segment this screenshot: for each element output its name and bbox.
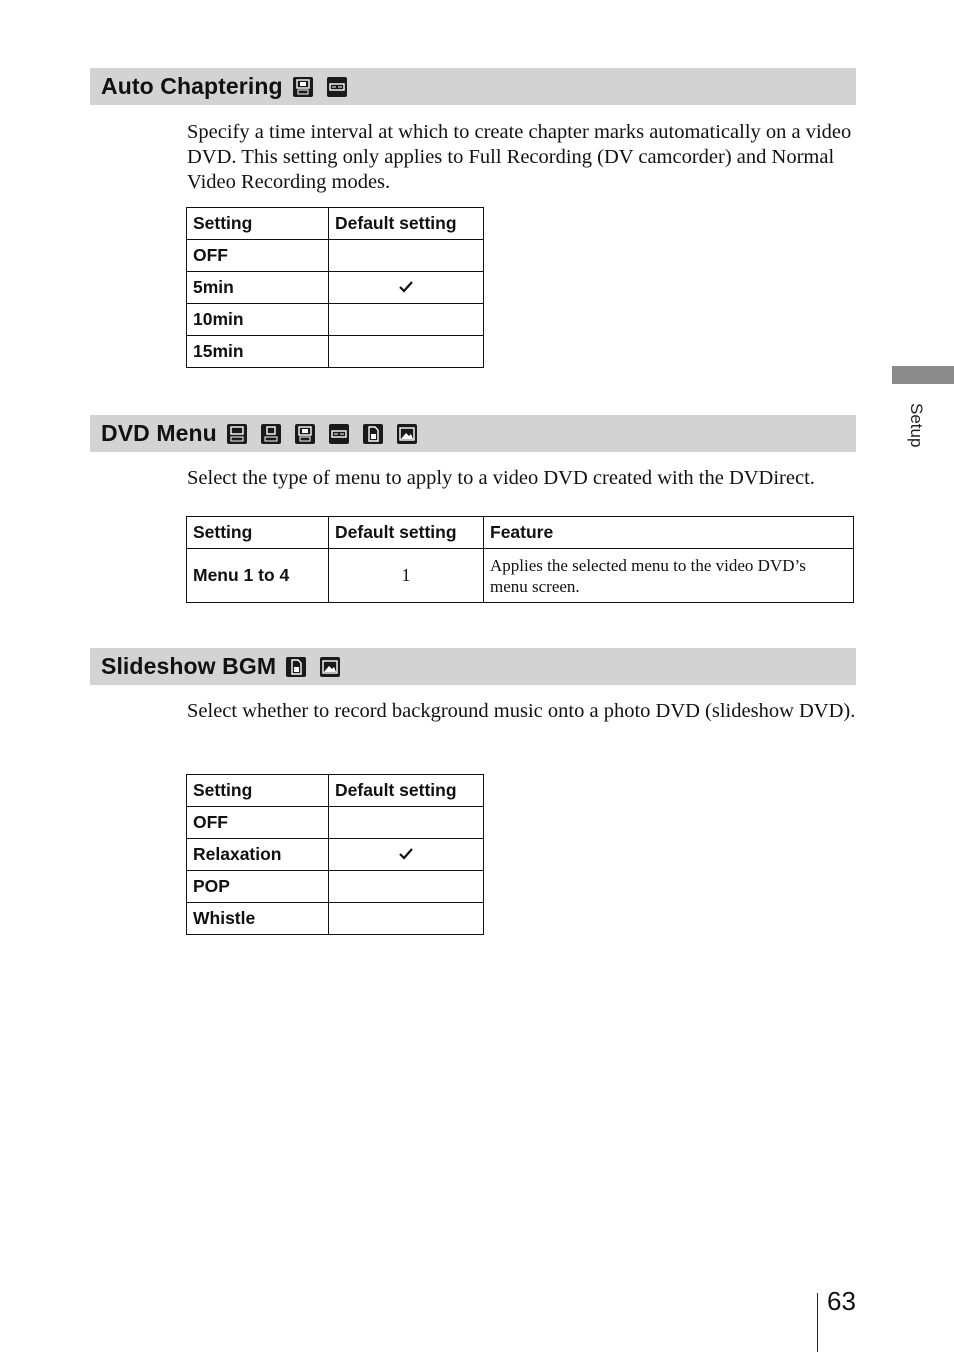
- memory-card-icon: [286, 657, 306, 677]
- photo-icon: [320, 657, 340, 677]
- settings-table-dvd-menu: [186, 516, 854, 603]
- table-header-row: [187, 208, 484, 240]
- table-row: [187, 903, 484, 935]
- feature-cell: Applies the selected menu to the video DVD’s menu screen.: [484, 549, 854, 603]
- default-cell: [329, 871, 484, 903]
- side-tab-marker: [892, 366, 954, 384]
- section-header-auto-chaptering: [90, 68, 856, 105]
- dvd-dv-icon: [295, 424, 315, 444]
- table-row: [187, 304, 484, 336]
- default-cell: [329, 240, 484, 272]
- column-header: Setting: [187, 208, 329, 240]
- setting-cell: 15min: [187, 336, 329, 368]
- setting-cell: 10min: [187, 304, 329, 336]
- table-header-row: [187, 517, 854, 549]
- column-header: Default setting: [329, 208, 484, 240]
- settings-table-auto-chaptering: [186, 207, 484, 368]
- column-header: Setting: [187, 775, 329, 807]
- table-header-row: [187, 775, 484, 807]
- settings-table-slideshow-bgm: [186, 774, 484, 935]
- column-header: Default setting: [329, 517, 484, 549]
- default-cell: [329, 807, 484, 839]
- default-cell: [329, 903, 484, 935]
- memory-card-icon: [363, 424, 383, 444]
- section-title: Slideshow BGM: [101, 653, 277, 679]
- table-row: [187, 272, 484, 304]
- side-tab-label: Setup: [907, 403, 926, 448]
- table-row: [187, 807, 484, 839]
- dvd-usb-icon: [227, 424, 247, 444]
- checkmark-icon: [399, 848, 413, 860]
- dvd-dv-icon: [293, 77, 313, 97]
- table-row: [187, 336, 484, 368]
- default-cell: [329, 839, 484, 871]
- table-row: [187, 839, 484, 871]
- setting-cell: POP: [187, 871, 329, 903]
- usb-icon: [261, 424, 281, 444]
- section-title: Auto Chaptering: [101, 73, 283, 99]
- section-description: Select whether to record background music onto a photo DVD (slideshow DVD).: [187, 700, 856, 722]
- setting-cell: OFF: [187, 807, 329, 839]
- column-header: Setting: [187, 517, 329, 549]
- default-cell: [329, 272, 484, 304]
- setting-cell: Whistle: [187, 903, 329, 935]
- setting-cell: Menu 1 to 4: [187, 549, 329, 603]
- section-header-dvd-menu: [90, 415, 856, 452]
- table-row: [187, 240, 484, 272]
- default-cell: [329, 304, 484, 336]
- setting-cell: OFF: [187, 240, 329, 272]
- photo-icon: [397, 424, 417, 444]
- column-header: Default setting: [329, 775, 484, 807]
- setting-cell: Relaxation: [187, 839, 329, 871]
- checkmark-icon: [399, 281, 413, 293]
- column-header: Feature: [484, 517, 854, 549]
- setting-cell: 5min: [187, 272, 329, 304]
- page-number-divider: [817, 1293, 818, 1352]
- page-number: 63: [827, 1286, 856, 1316]
- section-header-slideshow-bgm: [90, 648, 856, 685]
- table-row: [187, 549, 854, 603]
- hdd-icon: [327, 77, 347, 97]
- section-title: DVD Menu: [101, 420, 217, 446]
- default-cell: [329, 336, 484, 368]
- hdd-icon: [329, 424, 349, 444]
- table-row: [187, 871, 484, 903]
- default-cell: 1: [329, 549, 484, 603]
- section-description: Specify a time interval at which to create chapter marks automatically on a video DVD. This setting only applies to Full Recording (DV camcorder) and Normal Video Recording modes.: [187, 121, 852, 193]
- section-description: Select the type of menu to apply to a video DVD created with the DVDirect.: [187, 467, 815, 489]
